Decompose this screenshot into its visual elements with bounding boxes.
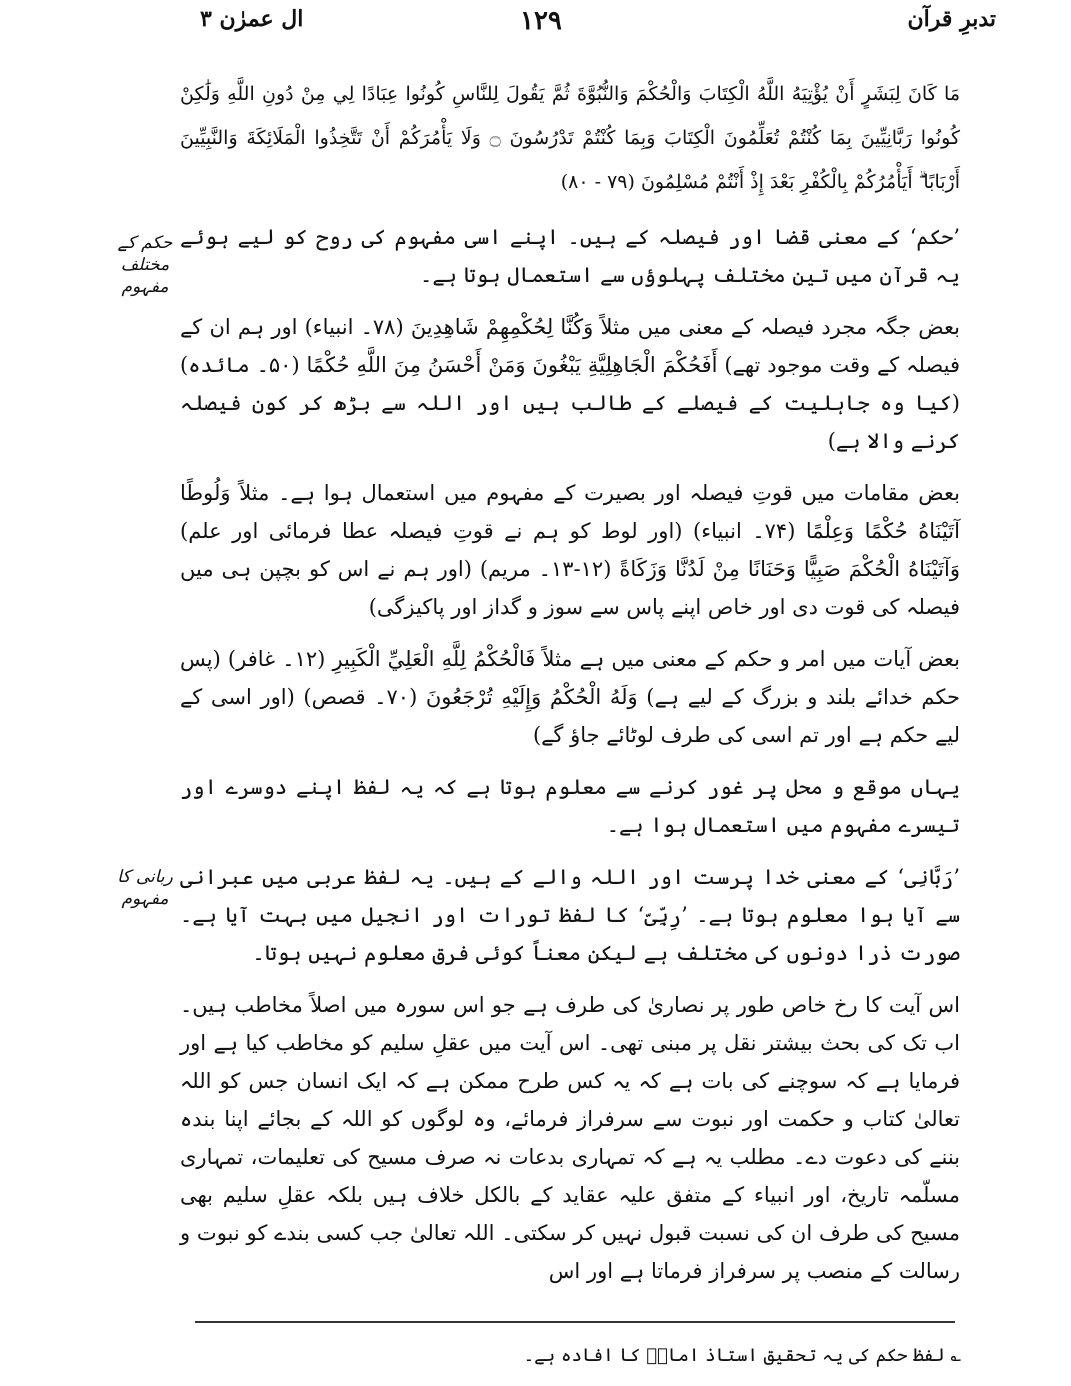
paragraph-5: یہاں موقع و محل پر غور کرنے سے معلوم ہوتا ہے کہ یہ لفظ اپنے دوسرے اور تیسرے مفہوم میں استعمال ہوا ہے۔: [180, 775, 960, 837]
sidenote-rabbani: ربانی کا مفہوم: [117, 867, 173, 909]
book-title-header: تدبرِ قرآن: [907, 6, 996, 32]
paragraph-1: ’حکم‘ کے معنی قضا اور فیصلہ کے ہیں۔ اپنے اسی مفہوم کی روح کو لیے ہوئے یہ قرآن میں تین مختلف پہلوؤں سے استعمال ہوتا ہے۔: [180, 225, 960, 287]
surah-name-header: ال عمرٰن ۳: [200, 6, 304, 32]
page-number: ۱۲۹: [520, 6, 562, 36]
footnote: ؎ لفظ حکم کی یہ تحقیق استاذ امامؒ کا افادہ ہے۔: [523, 1345, 961, 1366]
paragraph-3: بعض مقامات میں قوتِ فیصلہ اور بصیرت کے مفہوم میں استعمال ہوا ہے۔ مثلاً وَلُوطًا آتَيْنَاهُ حُكْمًا وَعِلْمًا (۷۴۔ انبیاء) (اور لوط کو ہم نے قوتِ فیصلہ عطا فرمائی اور علم) وَآتَيْنَاهُ الْحُكْمَ صَبِيًّا وَحَنَانًا مِنْ لَدُنَّا وَزَكَاةً (۱۲-۱۳۔ مریم) (اور ہم نے اس کو بچپن ہی میں فیصلہ کی قوت دی اور خاص اپنے پاس سے سوز و گداز اور پاکیزگی): [180, 481, 960, 619]
paragraph-4: بعض آیات میں امر و حکم کے معنی میں ہے مثلاً فَالْحُكْمُ لِلَّهِ الْعَلِيِّ الْكَبِيرِ (۱۲۔ غافر) (پس حکم خدائے بلند و بزرگ کے لیے ہے) وَلَهُ الْحُكْمُ وَإِلَيْهِ تُرْجَعُونَ (۷۰۔ قصص) (اور اسی کے لیے حکم ہے اور تم اسی کی طرف لوٹائے جاؤ گے): [180, 647, 960, 747]
paragraph-2: بعض جگہ مجرد فیصلہ کے معنی میں مثلاً وَكُنَّا لِحُكْمِهِمْ شَاهِدِينَ (۷۸۔ انبیاء) اور ہم ان کے فیصلہ کے وقت موجود تھے) أَفَحُكْمَ الْجَاهِلِيَّةِ يَبْغُونَ وَمَنْ أَحْسَنُ مِنَ اللَّهِ حُكْمًا (۵۰۔ مائدہ) (کیا وہ جاہلیت کے فیصلے کے طالب ہیں اور اللہ سے بڑھ کر کون فیصلہ کرنے والا ہے): [180, 315, 960, 453]
sidenote-hukm: حکم کے مختلف مفہوم: [117, 233, 173, 297]
quran-verse: مَا كَانَ لِبَشَرٍ أَنْ يُؤْتِيَهُ اللَّهُ الْكِتَابَ وَالْحُكْمَ وَالنُّبُوَّةَ ثُمَّ يَقُولَ لِلنَّاسِ كُونُوا عِبَادًا لِي مِنْ دُونِ اللَّهِ وَلَٰكِنْ كُونُوا رَبَّانِيِّينَ بِمَا كُنْتُمْ تُعَلِّمُونَ الْكِتَابَ وَبِمَا كُنْتُمْ تَدْرُسُونَ ۝ وَلَا يَأْمُرَكُمْ أَنْ تَتَّخِذُوا الْمَلَائِكَةَ وَالنَّبِيِّينَ أَرْبَابًا ۗ أَيَأْمُرُكُمْ بِالْكُفْرِ بَعْدَ إِذْ أَنْتُمْ مُسْلِمُونَ (۷۹ - ۸۰): [180, 83, 960, 193]
paragraph-7: اس آیت کا رخ خاص طور پر نصاریٰ کی طرف ہے جو اس سورہ میں اصلاً مخاطب ہیں۔ اب تک کی بحث بیشتر نقل پر مبنی تھی۔ اس آیت میں عقلِ سلیم کو مخاطب کیا ہے اور فرمایا ہے کہ سوچنے کی بات ہے کہ یہ کس طرح ممکن ہے کہ ایک انسان جس کو اللہ تعالیٰ کتاب و حکمت اور نبوت سے سرفراز فرمائے، وہ لوگوں کو اللہ کے بجائے اپنا بندہ بننے کی دعوت دے۔ مطلب یہ ہے کہ تمہاری بدعات نہ صرف مسیح کی تعلیمات، تمہاری مسلّمہ تاریخ، اور انبیاء کے متفق علیہ عقاید کے بالکل خلاف ہیں بلکہ عقلِ سلیم بھی مسیح کی طرف ان کی نسبت قبول نہیں کر سکتی۔ اللہ تعالیٰ جب کسی بندے کو نبوت و رسالت کے منصب پر سرفراز فرماتا ہے اور اس: [180, 993, 960, 1283]
footnote-divider: [195, 1321, 955, 1323]
paragraph-6: ’رَبَّانِی‘ کے معنی خدا پرست اور اللہ والے کے ہیں۔ یہ لفظ عربی میں عبرانی سے آیا ہوا معلوم ہوتا ہے۔ ’رِبِّیّ‘ کا لفظ تورات اور انجیل میں بہت آیا ہے۔ صورت ذرا دونوں کی مختلف ہے لیکن معناً کوئی فرق معلوم نہیں ہوتا۔: [180, 865, 961, 965]
body-text: [180, 72, 960, 1304]
